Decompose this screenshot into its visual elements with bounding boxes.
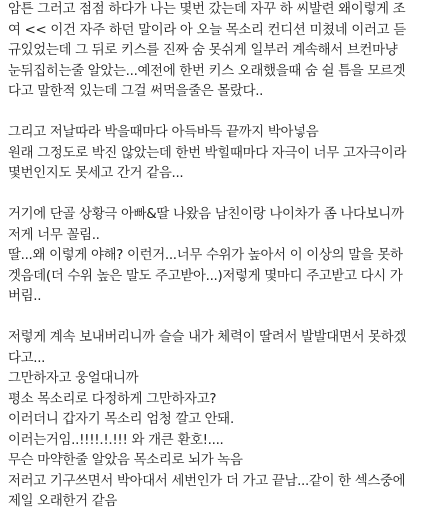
paragraph-gap [8, 103, 424, 124]
text-line: 제일 오래한거 같음 [8, 494, 117, 509]
paragraph-gap [8, 308, 424, 329]
text-line: 버림.. [8, 289, 42, 304]
text-line: 딸...왜 이렇게 야해? 이런거...너무 수위가 높아서 이 이상의 말을 못하 [8, 248, 403, 263]
text-line: 겟음데(더 수위 높은 말도 주고받아...)저렇게 몇마디 주고받고 다시 가 [8, 268, 403, 284]
text-line: 무슨 마약한줄 알았음 목소리로 뇌가 녹음 [8, 453, 243, 468]
text-line: 저게 너무 꼴림.. [8, 227, 100, 243]
paragraph-3 [8, 205, 424, 308]
paragraph-1 [8, 0, 424, 103]
paragraph-gap [8, 185, 424, 206]
text-line: 여 << 이건 자주 하던 말이라 아 오늘 목소리 컨디션 미쳤네 이러고 듣 [8, 22, 406, 38]
paragraph-4 [8, 328, 424, 513]
text-line: 원래 그정도로 박진 않았는데 한번 박힐때마다 자극이 너무 고자극이라 [8, 145, 407, 161]
paragraph-2 [8, 123, 424, 185]
text-line: 이러더니 갑자기 목소리 엄청 깔고 안돼. [8, 412, 234, 427]
text-line: 그만하자고 웅얼대니까 [8, 371, 139, 386]
text-line: 거기에 단골 상황극 아빠&딸 나왔음 남친이랑 나이차가 좀 나다보니까 [8, 207, 404, 222]
text-line: 암튼 그러고 점점 하다가 나는 몇번 갔는데 자꾸 하 씨발련 왜이렇게 조 [8, 2, 406, 17]
text-line: 이러는거임..!!!!.!.!!! 와 개큰 환호!.... [8, 432, 224, 448]
text-line: 다고... [8, 350, 46, 366]
text-line: 몇번인지도 못세고 간거 같음... [8, 166, 184, 181]
text-line: 그리고 저날따라 박을때마다 아득바득 끝까지 박아넣음 [8, 125, 319, 140]
text-line: 저러고 기구쓰면서 박아대서 세번인가 더 가고 끝남...같이 한 섹스중에 [8, 473, 406, 489]
text-line: 규있었는데 그 뒤로 키스를 진짜 숨 못쉬게 일부러 계속해서 브컨마냥 [8, 43, 398, 58]
text-line: 저렇게 계속 보내버리니까 슬슬 내가 체력이 딸려서 발발대면서 못하겠 [8, 330, 407, 345]
text-line: 눈뒤집히는줄 알았는...예전에 한번 키스 오래했을때 숨 쉴 틈을 모르겟 [8, 63, 406, 79]
text-line: 다고 말한적 있는데 그걸 써먹을줄은 몰랐다.. [8, 84, 264, 99]
text-line: 평소 목소리로 다정하게 그만하자고? [8, 391, 217, 407]
